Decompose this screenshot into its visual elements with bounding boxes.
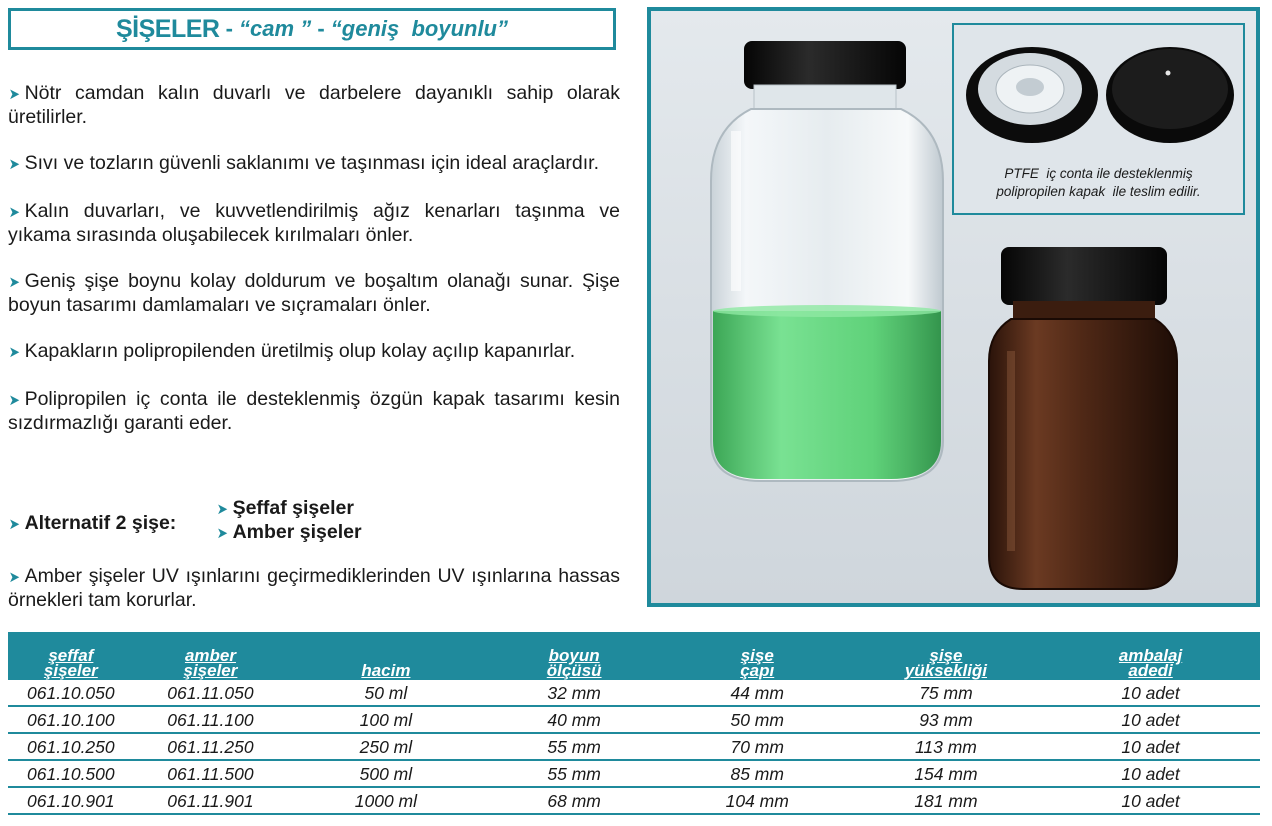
cell-volume: 50 ml (287, 680, 484, 706)
table-row (8, 680, 1260, 706)
header-boyun-olcusu (485, 632, 664, 680)
feature-text: Polipropilen iç conta ile desteklenmiş özgün kapak tasarımı kesin sızdırmazlığı garanti eder. (8, 388, 620, 434)
caps-caption (954, 165, 1243, 201)
cell-neck-size: 68 mm (485, 787, 664, 814)
feature-text: Sıvı ve tozların güvenli saklanımı ve taşınması için ideal araçlardır. (24, 152, 599, 174)
table-row (8, 733, 1260, 760)
cell-pack-qty: 10 adet (1041, 706, 1260, 733)
arrow-bullet-icon: ➤ (8, 392, 20, 409)
feature-item (8, 388, 620, 434)
table-row (8, 787, 1260, 814)
alternatives-label (8, 512, 176, 535)
title-sep-1: - (219, 16, 240, 41)
black-cap (744, 41, 906, 89)
cell-amber-code: 061.11.050 (134, 680, 288, 706)
caps-caption-line-2: polipropilen kapak ile teslim edilir. (996, 184, 1201, 199)
cell-pack-qty: 10 adet (1041, 733, 1260, 760)
header-line: şişe (929, 646, 963, 665)
header-line: yüksekliği (904, 661, 988, 680)
cell-clear-code: 061.10.050 (8, 680, 134, 706)
uv-protection-text: Amber şişeler UV ışınlarını geçirmediklerinden UV ışınlarına hassas örnekleri tam korurlar. (8, 565, 620, 611)
cell-volume: 500 ml (287, 760, 484, 787)
arrow-bullet-icon: ➤ (8, 86, 20, 103)
page-title (8, 8, 616, 50)
cell-height: 75 mm (851, 680, 1041, 706)
header-line: ölçüsü (546, 661, 602, 680)
header-line: hacim (361, 661, 411, 680)
feature-text: Nötr camdan kalın duvarlı ve darbelere dayanıklı sahip olarak üretilirler. (8, 82, 620, 128)
header-line: boyun (548, 646, 600, 665)
feature-item (8, 340, 620, 364)
cell-clear-code: 061.10.901 (8, 787, 134, 814)
header-sise-capi (664, 632, 851, 680)
cell-diameter: 44 mm (664, 680, 851, 706)
feature-item (8, 152, 620, 176)
black-cap (1001, 247, 1167, 305)
cell-volume: 250 ml (287, 733, 484, 760)
cell-amber-code: 061.11.901 (134, 787, 288, 814)
alternative-option-clear (216, 497, 354, 520)
cell-amber-code: 061.11.500 (134, 760, 288, 787)
title-main: ŞİŞELER (116, 14, 220, 43)
table-row (8, 760, 1260, 787)
header-line: adedi (1128, 661, 1173, 680)
caps-illustration (954, 25, 1243, 165)
cell-amber-code: 061.11.100 (134, 706, 288, 733)
caps-caption-line-1: PTFE iç conta ile desteklenmiş (1004, 166, 1193, 181)
header-line: ambalaj (1118, 646, 1183, 665)
alternatives-block (8, 497, 628, 549)
cell-diameter: 85 mm (664, 760, 851, 787)
cell-height: 93 mm (851, 706, 1041, 733)
header-amber-siseler (134, 632, 288, 680)
title-part-cam: “cam ” (239, 16, 312, 41)
feature-text: Geniş şişe boynu kolay doldurum ve boşaltım olanağı sunar. Şişe boyun tasarımı damlamaları ve sıçramaları önler. (8, 270, 620, 316)
title-part-genis-boyunlu: “geniş boyunlu” (330, 16, 508, 41)
feature-item (8, 270, 620, 316)
header-line: çapı (740, 661, 775, 680)
cap-outside-view (1106, 47, 1234, 143)
arrow-bullet-icon: ➤ (8, 274, 20, 291)
feature-item (8, 200, 620, 246)
cell-neck-size: 40 mm (485, 706, 664, 733)
cell-clear-code: 061.10.250 (8, 733, 134, 760)
header-ambalaj-adedi (1041, 632, 1260, 680)
header-line: şişeler (43, 661, 98, 680)
table-row (8, 706, 1260, 733)
arrow-bullet-icon: ➤ (216, 501, 228, 518)
arrow-bullet-icon: ➤ (8, 569, 20, 586)
feature-item (8, 82, 620, 128)
cell-diameter: 104 mm (664, 787, 851, 814)
title-sep-2: - (311, 16, 331, 41)
cell-height: 113 mm (851, 733, 1041, 760)
cell-pack-qty: 10 adet (1041, 680, 1260, 706)
cap-inside-view (966, 47, 1098, 143)
cell-clear-code: 061.10.500 (8, 760, 134, 787)
amber-glass-body (989, 319, 1177, 589)
alternative-option-text: Amber şişeler (232, 521, 362, 543)
clear-bottle (711, 41, 943, 481)
header-seffaf-siseler (8, 632, 134, 680)
feature-list (8, 82, 620, 458)
cell-height: 154 mm (851, 760, 1041, 787)
arrow-bullet-icon: ➤ (8, 516, 20, 533)
cell-neck-size: 55 mm (485, 733, 664, 760)
cell-pack-qty: 10 adet (1041, 787, 1260, 814)
header-hacim (287, 632, 484, 680)
cell-volume: 1000 ml (287, 787, 484, 814)
cell-height: 181 mm (851, 787, 1041, 814)
feature-text: Kapakların polipropilenden üretilmiş olup kolay açılıp kapanırlar. (24, 340, 576, 362)
cell-volume: 100 ml (287, 706, 484, 733)
header-line: şişeler (183, 661, 238, 680)
cell-pack-qty: 10 adet (1041, 760, 1260, 787)
cell-amber-code: 061.11.250 (134, 733, 288, 760)
arrow-bullet-icon: ➤ (216, 525, 228, 542)
specifications-table (8, 632, 1260, 815)
green-liquid (713, 311, 941, 479)
arrow-bullet-icon: ➤ (8, 204, 20, 221)
amber-bottle (989, 247, 1177, 589)
arrow-bullet-icon: ➤ (8, 344, 20, 361)
header-line: şeffaf (48, 646, 94, 665)
caps-inset (952, 23, 1245, 215)
alternative-option-text: Şeffaf şişeler (232, 497, 354, 519)
cell-neck-size: 55 mm (485, 760, 664, 787)
arrow-bullet-icon: ➤ (8, 156, 20, 173)
cell-clear-code: 061.10.100 (8, 706, 134, 733)
header-line: amber (184, 646, 236, 665)
table-header-row (8, 632, 1260, 680)
alternatives-label-text: Alternatif 2 şişe: (24, 512, 177, 534)
feature-text: Kalın duvarları, ve kuvvetlendirilmiş ağız kenarları taşınma ve yıkama sırasında oluşabilecek kırılmaları önler. (8, 200, 620, 246)
cell-neck-size: 32 mm (485, 680, 664, 706)
header-line: şişe (740, 646, 774, 665)
uv-protection-note (8, 565, 620, 611)
alternative-option-amber (216, 521, 362, 544)
cell-diameter: 50 mm (664, 706, 851, 733)
cell-diameter: 70 mm (664, 733, 851, 760)
header-sise-yuksekligi (851, 632, 1041, 680)
